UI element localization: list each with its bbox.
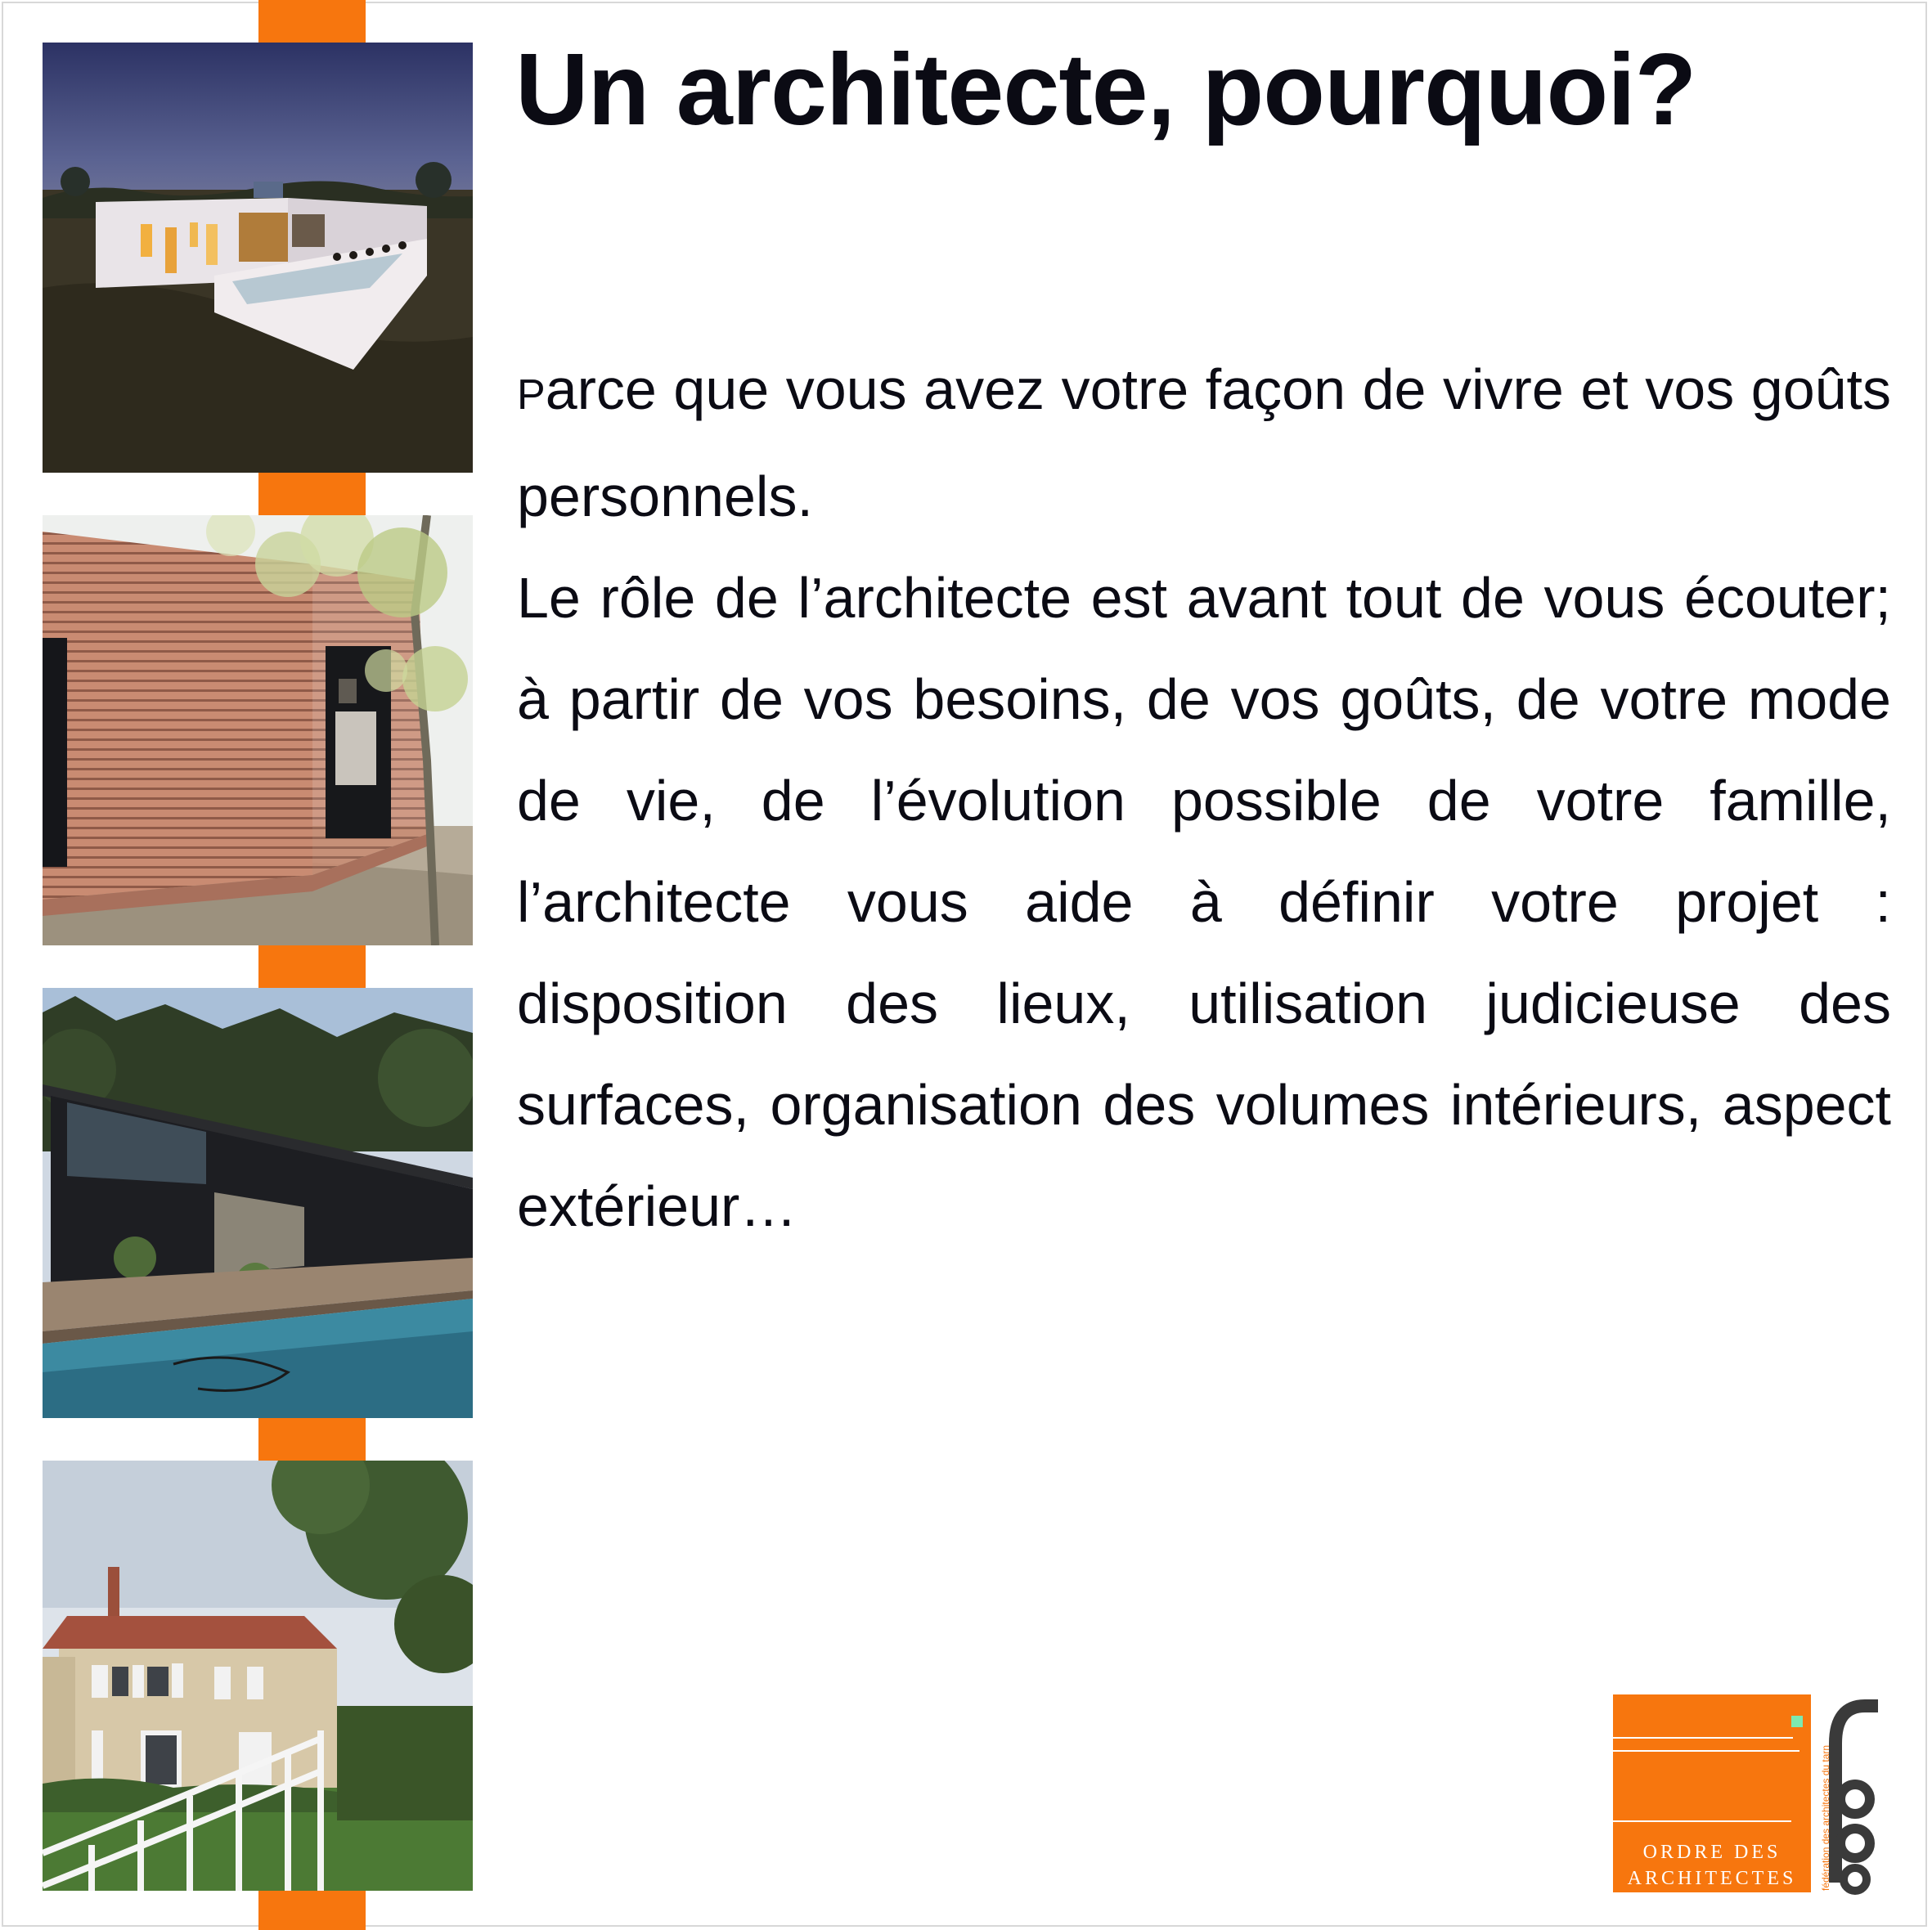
paragraph-intro-initial: P (517, 371, 546, 419)
logo-text-line2: ARCHITECTES (1627, 1868, 1797, 1889)
paragraph-intro-text: arce que vous avez votre façon de vivre et vos goûts personnels. (517, 357, 1891, 528)
ordre-des-architectes-logo (1613, 1694, 1891, 1899)
photo-stone-house (43, 1461, 473, 1891)
logo-line (1613, 1750, 1799, 1752)
orange-tab-4 (258, 1418, 366, 1461)
orange-tab-3 (258, 945, 366, 988)
paragraph-role: Le rôle de l’architecte est avant tout de vous écouter; à partir de vos besoins, de vos goûts, de votre mode de vie, de l’évolution possible de votre famille, l’architecte vous aide à définir votre projet : disposition des lieux, utilisation judicieuse des surfaces, organisation des volumes intérieurs, aspect extérieur… (517, 566, 1891, 1238)
logo-orange-box (1613, 1694, 1811, 1892)
logo-vertical-text: fédération des architectes du tarn (1820, 1744, 1831, 1891)
faa-monogram-icon (1786, 1694, 1885, 1899)
orange-tab-5 (258, 1891, 366, 1930)
body-text (517, 339, 1891, 1257)
orange-tab-1 (258, 0, 366, 43)
logo-text-line1: ORDRE DES (1642, 1842, 1781, 1863)
photo-black-house-pool (43, 988, 473, 1418)
orange-tab-2 (258, 473, 366, 515)
photo-modern-house-dusk (43, 43, 473, 473)
photo-wooden-house (43, 515, 473, 945)
logo-line (1613, 1737, 1793, 1739)
page-title: Un architecte, pourquoi? (515, 34, 1696, 146)
logo-line (1613, 1820, 1791, 1822)
paragraph-intro (517, 339, 1891, 547)
